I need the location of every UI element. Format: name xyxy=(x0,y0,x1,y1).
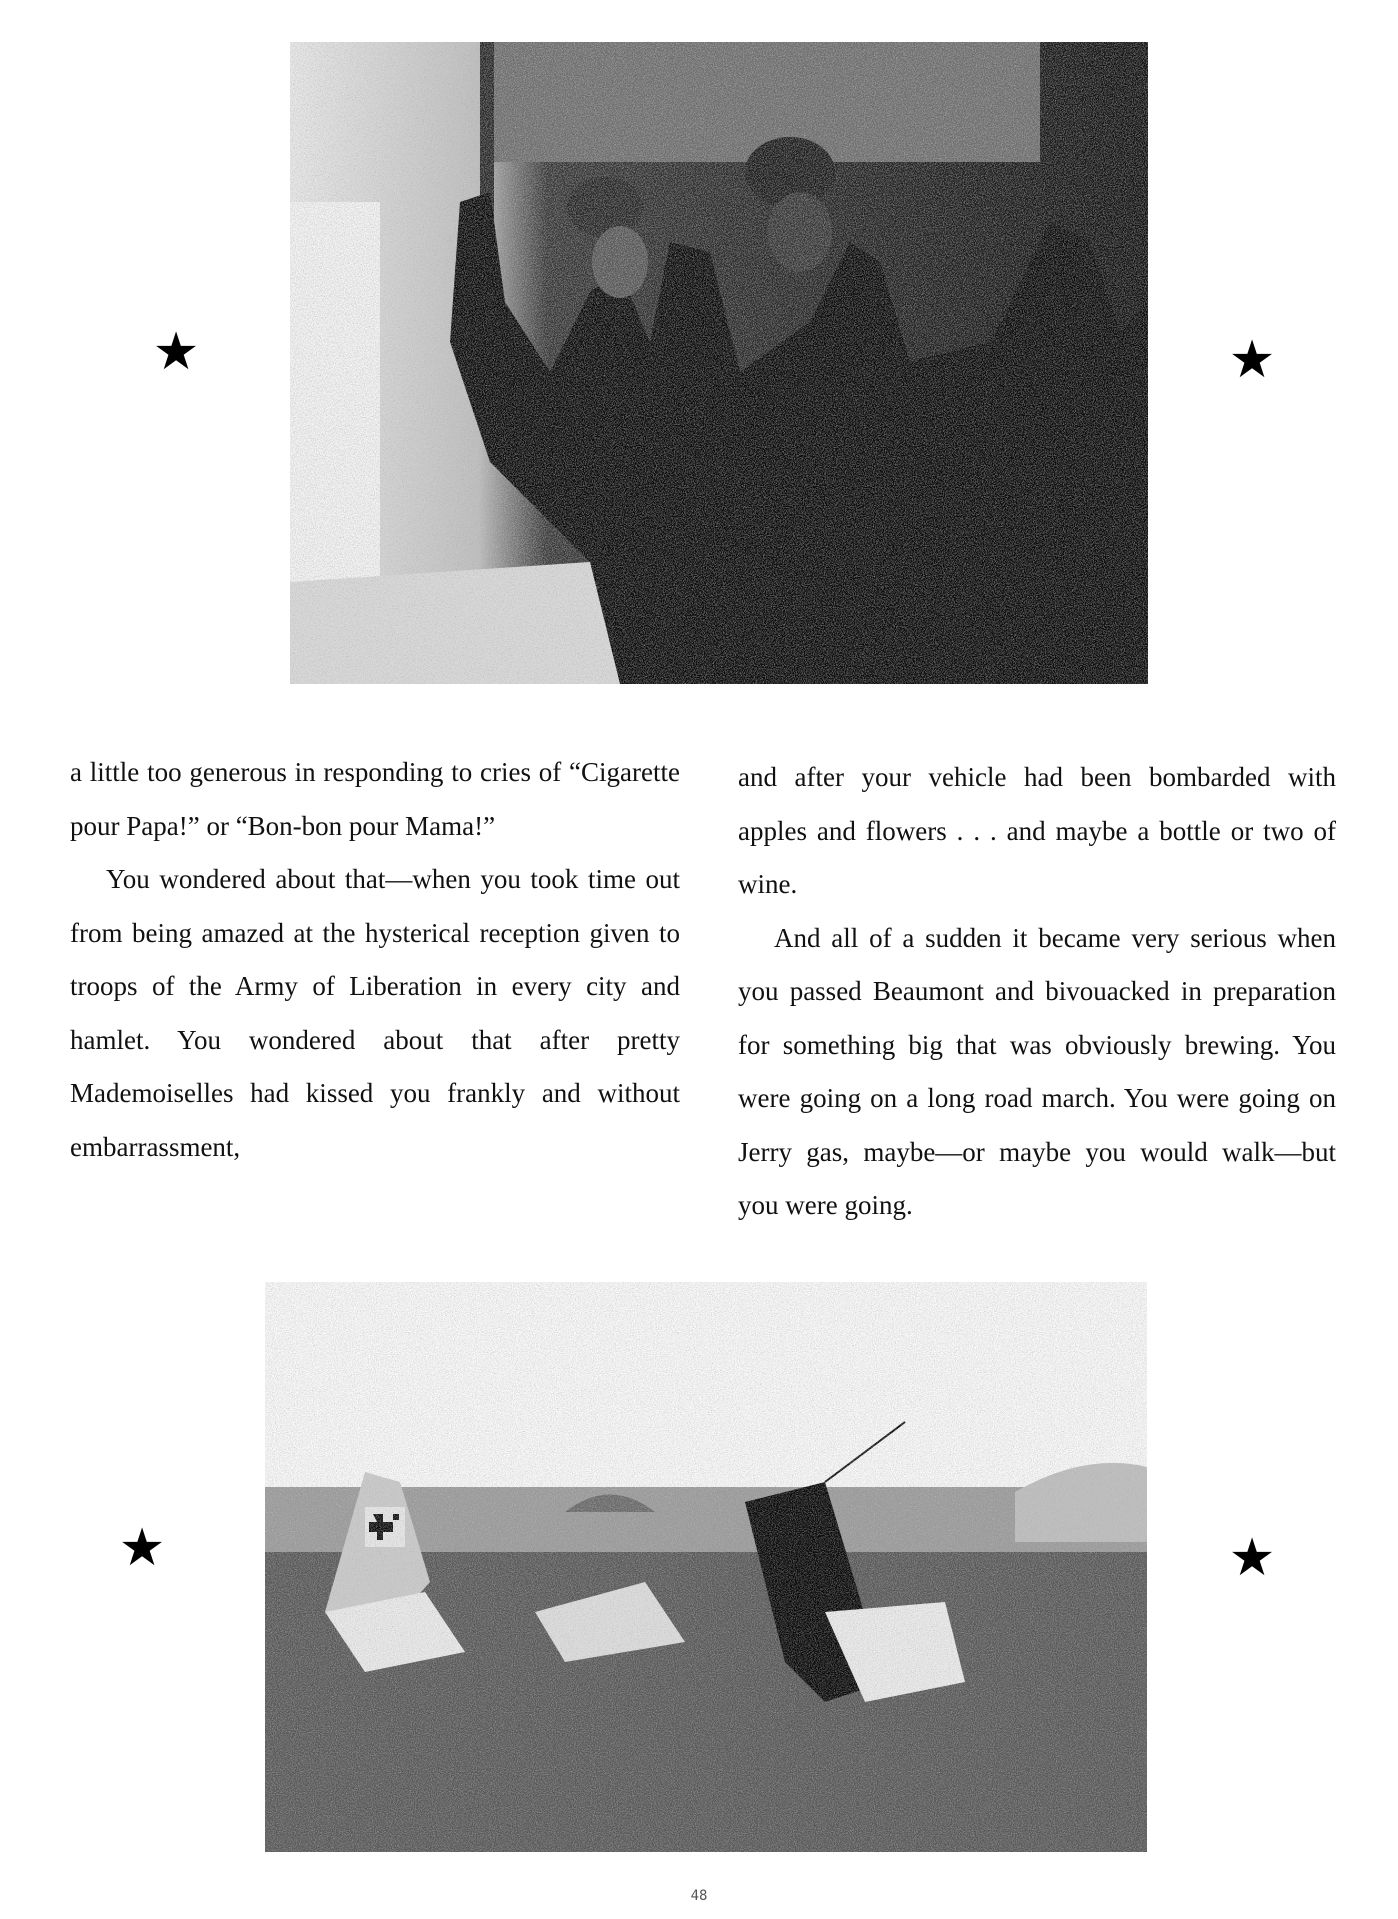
star-icon-top-left: ★ xyxy=(152,322,200,382)
paragraph: You wondered about that—when you took time out from being amazed at the hysterical reception given to troops of the Army of Liberation in every city and hamlet. You wondered about that after pretty Mademoiselles had kissed you frankly and without embarrassment, xyxy=(70,864,680,1162)
left-text-column xyxy=(70,746,680,1174)
bottom-photo-wrecked-aircraft xyxy=(265,1282,1147,1852)
paragraph-continuation: a little too generous in responding to cries of “Cigarette pour Papa!” or “Bon-bon pour Mama!” xyxy=(70,757,680,841)
page-number: 48 xyxy=(690,1888,708,1904)
star-icon-top-right: ★ xyxy=(1228,330,1276,390)
star-icon-bottom-right: ★ xyxy=(1228,1528,1276,1588)
right-text-column xyxy=(738,751,1336,1233)
paragraph-continuation: and after your vehicle had been bombarded with apples and flowers . . . and maybe a bottle or two of wine. xyxy=(738,762,1336,899)
paragraph: And all of a sudden it became very serious when you passed Beaumont and bivouacked in preparation for something big that was obviously brewing. You were going on a long road march. You were going on Jerry gas, maybe—or maybe you would walk—but you were going. xyxy=(738,922,1336,1220)
star-icon-bottom-left: ★ xyxy=(118,1518,166,1578)
top-photo-surrendering-soldiers xyxy=(290,42,1148,684)
